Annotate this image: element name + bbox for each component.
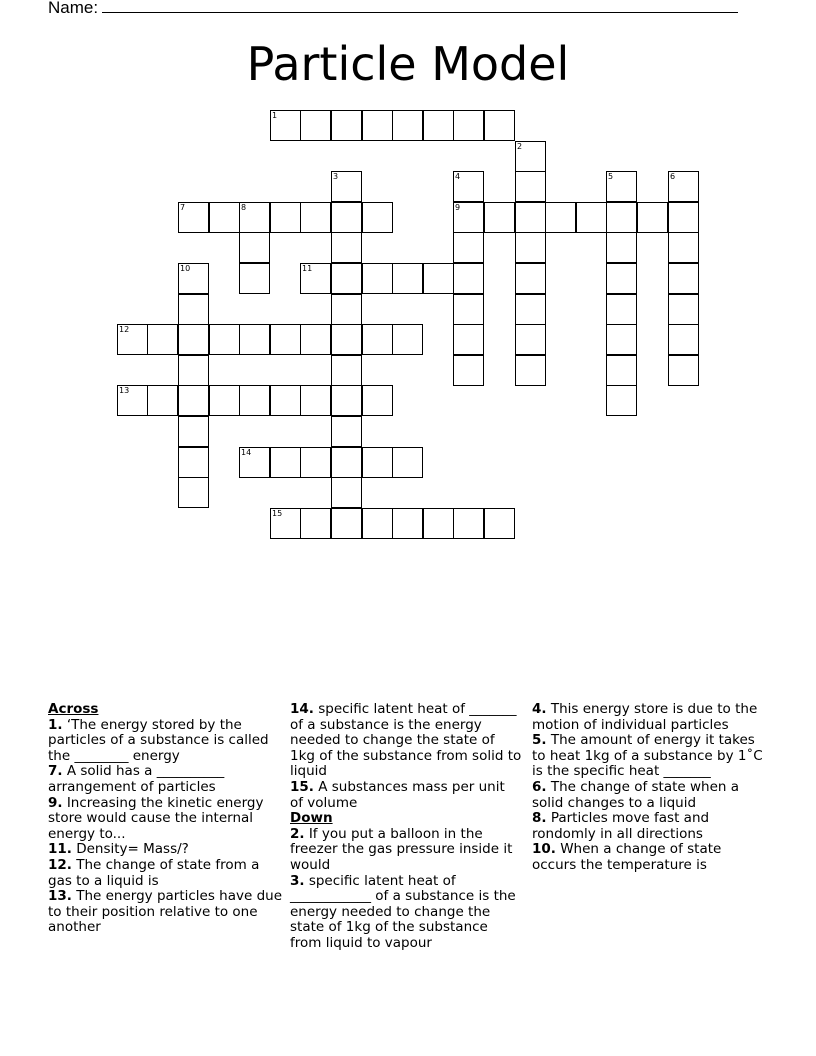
- crossword-cell[interactable]: [178, 416, 209, 447]
- clue-number-label: 10.: [532, 841, 556, 858]
- clue-number: 7: [180, 203, 186, 212]
- crossword-cell[interactable]: [515, 294, 546, 325]
- crossword-cell[interactable]: [300, 447, 331, 478]
- crossword-cell[interactable]: [668, 355, 699, 386]
- clue-text: When a change of state occurs the temperature is: [532, 841, 722, 873]
- crossword-cell[interactable]: [515, 232, 546, 263]
- crossword-cell[interactable]: [239, 202, 270, 233]
- crossword-cell[interactable]: [300, 110, 331, 141]
- crossword-cell[interactable]: [484, 110, 515, 141]
- crossword-cell[interactable]: [270, 202, 301, 233]
- clue-number-label: 13.: [48, 888, 72, 905]
- crossword-cell[interactable]: [515, 141, 546, 172]
- crossword-cell[interactable]: [515, 324, 546, 355]
- clue-text: The energy particles have due to their position relative to one another: [48, 888, 283, 936]
- clue-number-label: 12.: [48, 856, 72, 873]
- crossword-cell[interactable]: [392, 263, 423, 294]
- crossword-cell[interactable]: [270, 324, 301, 355]
- crossword-cell[interactable]: [331, 447, 362, 478]
- clue-text: specific latent heat of ____________ of a substance is the energy needed to change the state of 1kg of the substance from liquid to vapour: [290, 872, 516, 951]
- crossword-cell[interactable]: [668, 263, 699, 294]
- crossword-cell[interactable]: [147, 324, 178, 355]
- crossword-cell[interactable]: [606, 324, 637, 355]
- crossword-cell[interactable]: [515, 355, 546, 386]
- clue-number-label: 6.: [532, 778, 547, 795]
- clue-number-label: 2.: [290, 825, 305, 842]
- clue-item: [532, 702, 768, 733]
- crossword-cell[interactable]: [515, 263, 546, 294]
- crossword-cell[interactable]: [178, 385, 209, 416]
- clue-number-label: 4.: [532, 701, 547, 717]
- clue-number: 3: [333, 172, 339, 181]
- crossword-cell[interactable]: [147, 385, 178, 416]
- clue-item: [48, 842, 284, 858]
- crossword-cell[interactable]: [178, 477, 209, 508]
- down-heading: Down: [290, 810, 333, 827]
- clue-number-label: 8.: [532, 810, 547, 827]
- crossword-cell[interactable]: [453, 202, 484, 233]
- crossword-cell[interactable]: [606, 355, 637, 386]
- crossword-cell[interactable]: [453, 355, 484, 386]
- clue-item: [532, 842, 768, 873]
- clue-number-label: 5.: [532, 732, 547, 749]
- crossword-cell[interactable]: [362, 263, 393, 294]
- crossword-cell[interactable]: [668, 324, 699, 355]
- clue-text: specific latent heat of _______ of a substance is the energy needed to change the state of 1kg of the substance from solid to liquid: [290, 701, 522, 780]
- clue-number: 1: [272, 111, 278, 120]
- crossword-cell[interactable]: [362, 508, 393, 539]
- clue-item: [48, 764, 284, 795]
- clue-text: The change of state when a solid changes to a liquid: [532, 778, 740, 811]
- clue-number: 10: [180, 264, 191, 273]
- crossword-cell[interactable]: [606, 202, 637, 233]
- crossword-cell[interactable]: [331, 477, 362, 508]
- crossword-cell[interactable]: [239, 385, 270, 416]
- crossword-cell[interactable]: [270, 508, 301, 539]
- clue-number: 13: [119, 386, 130, 395]
- crossword-cell[interactable]: [178, 263, 209, 294]
- crossword-cell[interactable]: [331, 294, 362, 325]
- crossword-cell[interactable]: [606, 263, 637, 294]
- crossword-cell[interactable]: [545, 202, 576, 233]
- crossword-cell[interactable]: [178, 355, 209, 386]
- clue-text: A substances mass per unit of volume: [290, 778, 505, 811]
- crossword-cell[interactable]: [392, 324, 423, 355]
- crossword-cell[interactable]: [392, 447, 423, 478]
- crossword-cell[interactable]: [300, 202, 331, 233]
- crossword-cell[interactable]: [668, 294, 699, 325]
- crossword-cell[interactable]: [270, 447, 301, 478]
- clue-number: 12: [119, 325, 130, 334]
- crossword-cell[interactable]: [331, 171, 362, 202]
- crossword-cell[interactable]: [668, 202, 699, 233]
- crossword-cell[interactable]: [362, 324, 393, 355]
- crossword-cell[interactable]: [300, 508, 331, 539]
- clue-number: 8: [241, 203, 247, 212]
- crossword-cell[interactable]: [300, 385, 331, 416]
- clues-column-2: [290, 702, 522, 952]
- clue-number: 4: [455, 172, 461, 181]
- crossword-cell[interactable]: [392, 110, 423, 141]
- clue-number: 9: [455, 203, 461, 212]
- clues-column-1: [48, 702, 284, 936]
- crossword-cell[interactable]: [117, 324, 148, 355]
- crossword-cell[interactable]: [270, 385, 301, 416]
- crossword-cell[interactable]: [453, 110, 484, 141]
- clue-number: 5: [608, 172, 614, 181]
- crossword-cell[interactable]: [453, 508, 484, 539]
- clue-number: 14: [241, 448, 252, 457]
- crossword-cell[interactable]: [178, 324, 209, 355]
- crossword-cell[interactable]: [423, 110, 454, 141]
- crossword-cell[interactable]: [331, 263, 362, 294]
- clue-number-label: 7.: [48, 763, 63, 780]
- crossword-cell[interactable]: [331, 508, 362, 539]
- clue-item: [290, 780, 522, 811]
- clue-text: The change of state from a gas to a liquid is: [48, 856, 260, 889]
- crossword-cell[interactable]: [606, 171, 637, 202]
- clue-item: [48, 889, 284, 936]
- crossword-cell[interactable]: [515, 171, 546, 202]
- across-heading: Across: [48, 701, 99, 717]
- crossword-cell[interactable]: [484, 508, 515, 539]
- crossword-cell[interactable]: [606, 232, 637, 263]
- crossword-cell[interactable]: [239, 324, 270, 355]
- clue-text: A solid has a __________ arrangement of particles: [48, 763, 225, 795]
- name-label: Name:: [48, 0, 99, 17]
- clue-number-label: 9.: [48, 794, 63, 811]
- crossword-cell[interactable]: [331, 416, 362, 447]
- clue-text: This energy store is due to the motion of individual particles: [532, 701, 758, 733]
- crossword-cell[interactable]: [362, 385, 393, 416]
- crossword-cell[interactable]: [606, 294, 637, 325]
- crossword-cell[interactable]: [239, 263, 270, 294]
- crossword-cell[interactable]: [209, 324, 240, 355]
- crossword-cell[interactable]: [331, 110, 362, 141]
- clues-column-3: [532, 702, 768, 874]
- crossword-cell[interactable]: [637, 202, 668, 233]
- crossword-cell[interactable]: [117, 385, 148, 416]
- clue-item: [532, 780, 768, 811]
- clue-item: [48, 718, 284, 765]
- clue-number: 2: [517, 142, 523, 151]
- clue-number-label: 11.: [48, 841, 72, 858]
- clue-item: [290, 702, 522, 780]
- crossword-cell[interactable]: [178, 294, 209, 325]
- crossword-cell[interactable]: [331, 202, 362, 233]
- clue-number: 11: [302, 264, 313, 273]
- clue-item: [532, 811, 768, 842]
- page-title: Particle Model: [246, 37, 570, 91]
- clue-item: [532, 733, 768, 780]
- crossword-cell[interactable]: [668, 232, 699, 263]
- crossword-cell[interactable]: [453, 263, 484, 294]
- crossword-cell[interactable]: [178, 202, 209, 233]
- crossword-cell[interactable]: [270, 110, 301, 141]
- crossword-cell[interactable]: [331, 355, 362, 386]
- crossword-cell[interactable]: [209, 385, 240, 416]
- clue-number: 6: [670, 172, 676, 181]
- crossword-cell[interactable]: [668, 171, 699, 202]
- crossword-cell[interactable]: [423, 263, 454, 294]
- crossword-cell[interactable]: [453, 324, 484, 355]
- crossword-cell[interactable]: [606, 385, 637, 416]
- clue-text: Particles move fast and rondomly in all directions: [532, 810, 710, 842]
- crossword-cell[interactable]: [453, 294, 484, 325]
- crossword-cell[interactable]: [331, 232, 362, 263]
- crossword-cell[interactable]: [362, 447, 393, 478]
- clue-text: Increasing the kinetic energy store would cause the internal energy to...: [48, 794, 264, 842]
- crossword-cell[interactable]: [300, 263, 331, 294]
- crossword-cell[interactable]: [209, 202, 240, 233]
- crossword-cell[interactable]: [300, 324, 331, 355]
- crossword-cell[interactable]: [453, 171, 484, 202]
- crossword-cell[interactable]: [331, 385, 362, 416]
- crossword-cell[interactable]: [515, 202, 546, 233]
- clue-number-label: 15.: [290, 778, 314, 795]
- crossword-cell[interactable]: [392, 508, 423, 539]
- crossword-cell[interactable]: [484, 202, 515, 233]
- clue-item: [48, 796, 284, 843]
- crossword-cell[interactable]: [331, 324, 362, 355]
- crossword-cell[interactable]: [178, 447, 209, 478]
- clue-item: [290, 827, 522, 874]
- crossword-cell[interactable]: [576, 202, 607, 233]
- clue-text: The amount of energy it takes to heat 1kg of a substance by 1˚C is the specific heat _______: [532, 732, 763, 780]
- crossword-cell[interactable]: [239, 232, 270, 263]
- clue-item: [290, 874, 522, 952]
- crossword-cell[interactable]: [362, 110, 393, 141]
- crossword-cell[interactable]: [239, 447, 270, 478]
- clue-item: [48, 858, 284, 889]
- clue-text: ‘The energy stored by the particles of a substance is called the ________ energy: [48, 716, 269, 764]
- crossword-cell[interactable]: [453, 232, 484, 263]
- clue-number: 15: [272, 509, 283, 518]
- crossword-cell[interactable]: [362, 202, 393, 233]
- clue-text: Density= Mass/?: [71, 841, 189, 858]
- clue-number-label: 3.: [290, 872, 305, 889]
- clue-number-label: 1.: [48, 716, 63, 733]
- clue-number-label: 14.: [290, 701, 314, 717]
- crossword-cell[interactable]: [423, 508, 454, 539]
- clue-text: If you put a balloon in the freezer the gas pressure inside it would: [290, 825, 513, 873]
